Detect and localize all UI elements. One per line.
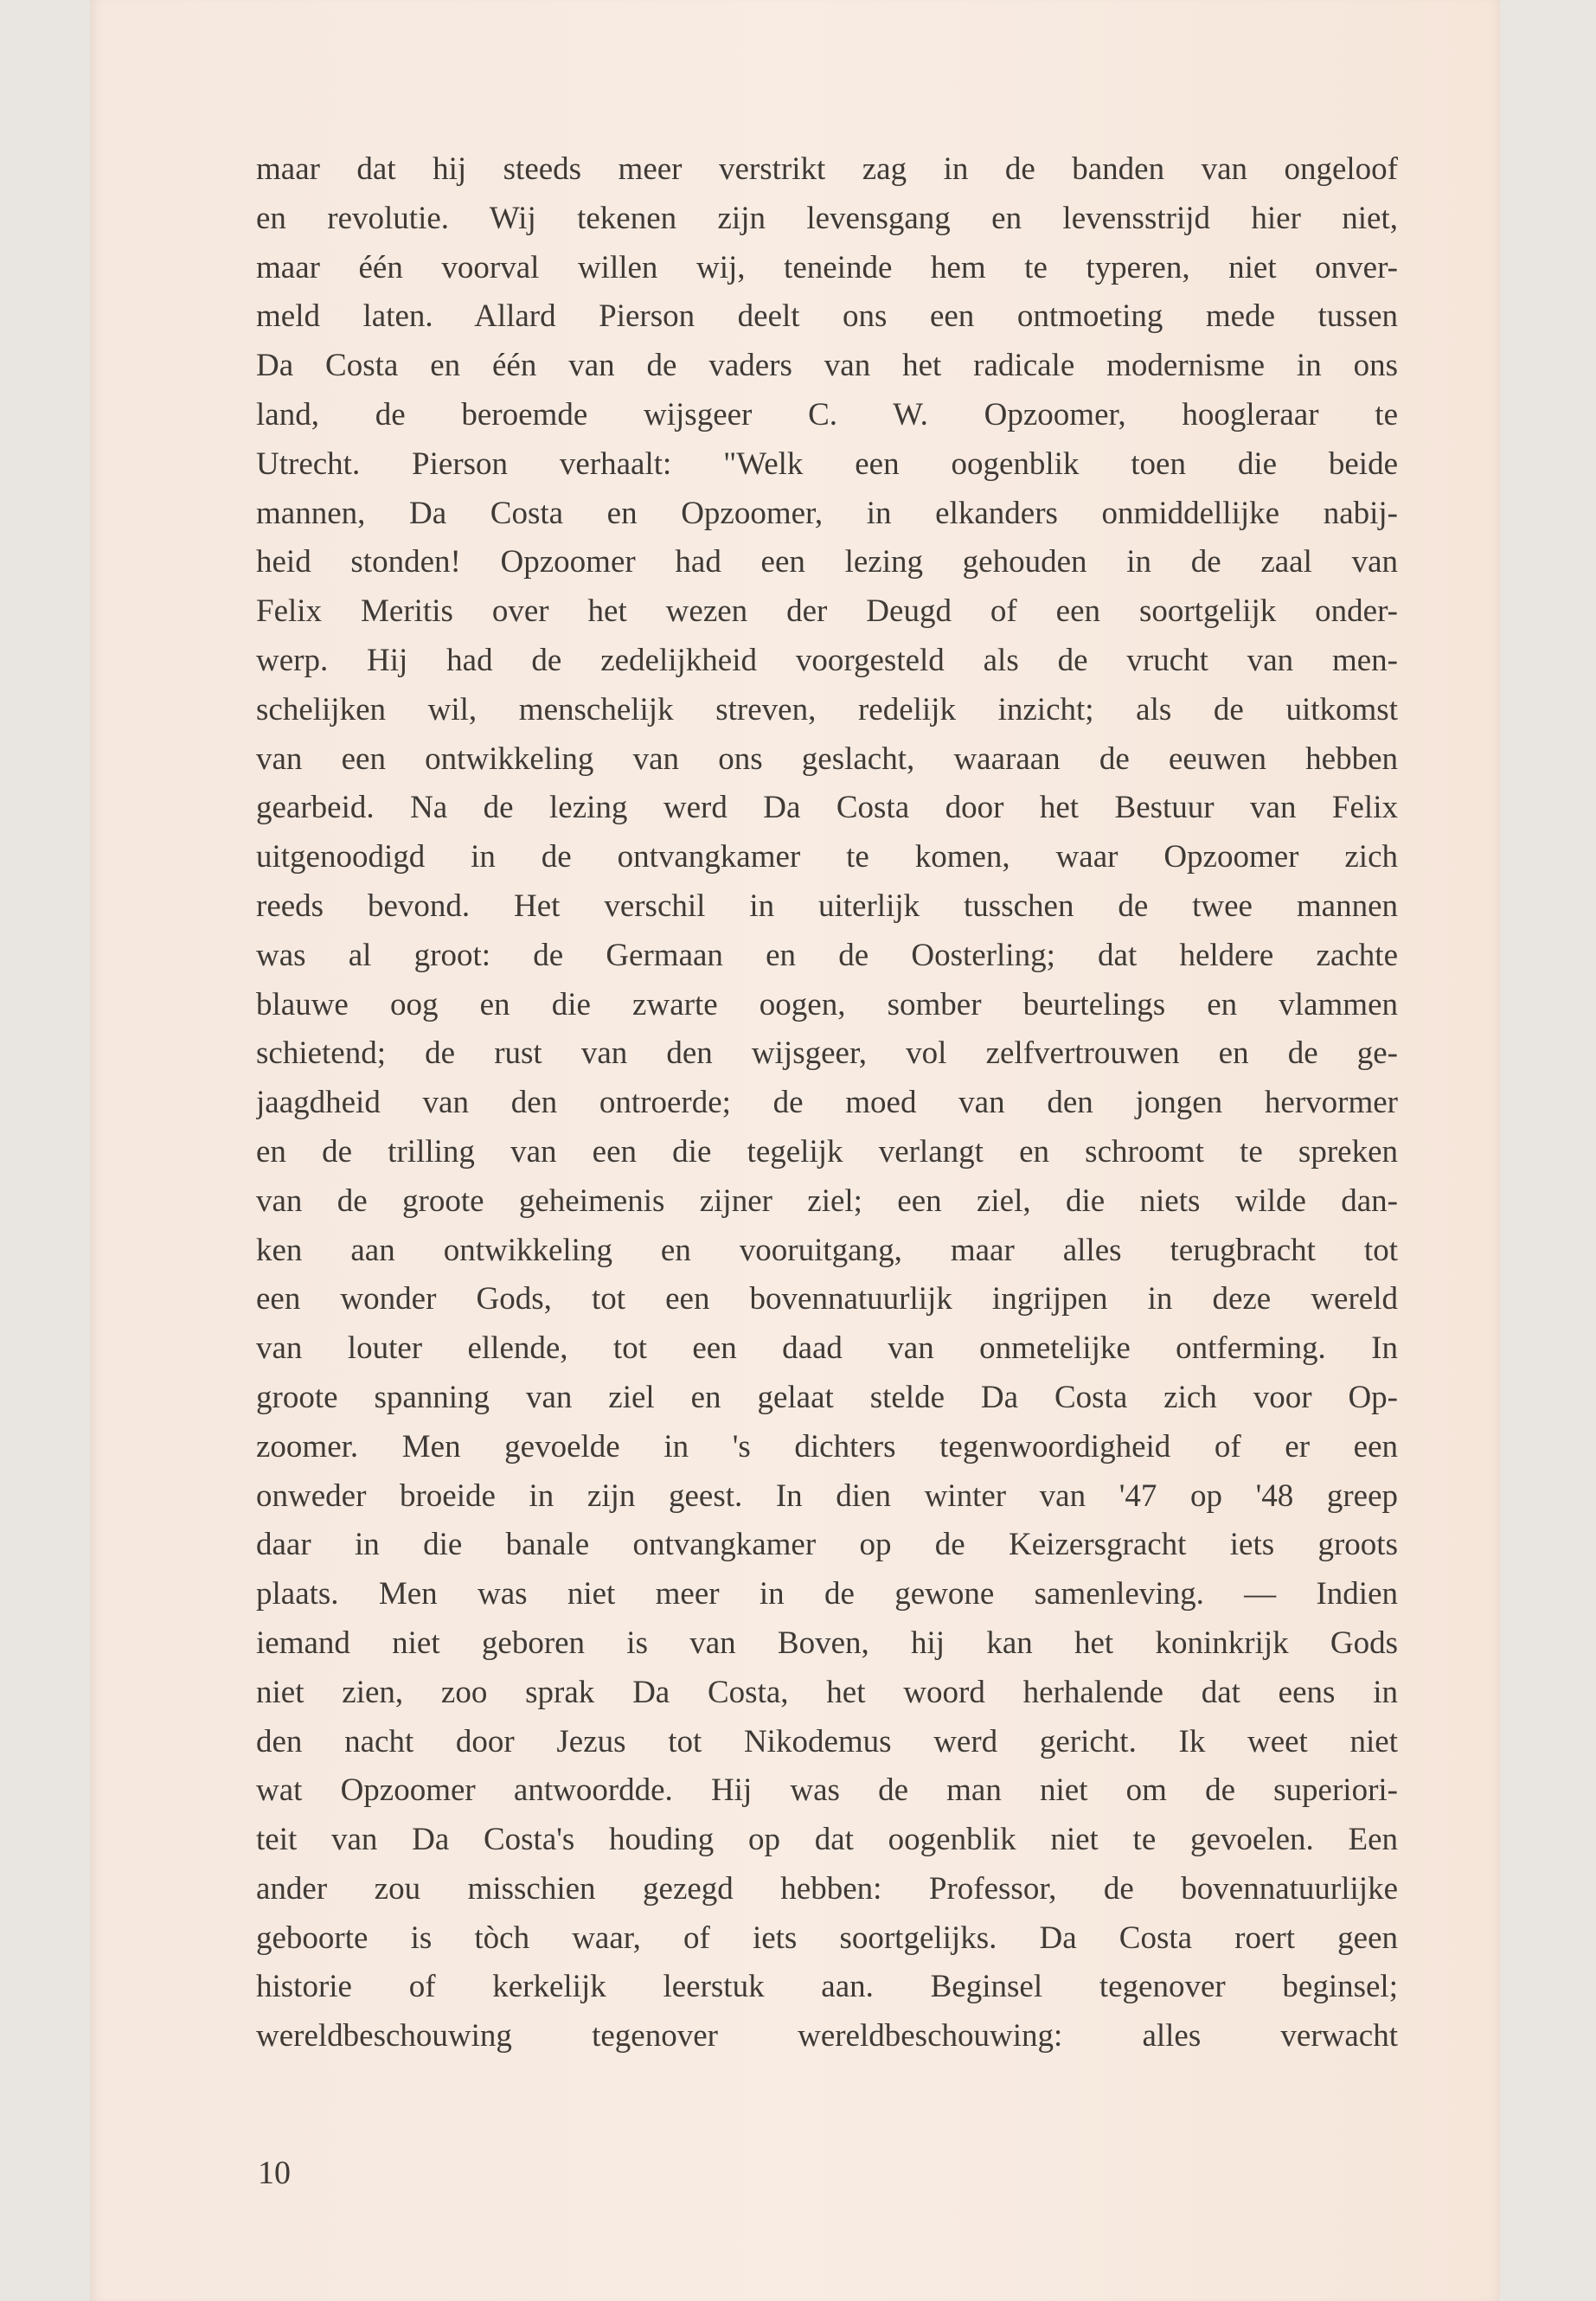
text-line: maar dat hij steeds meer verstrikt zag in de banden van ongeloof: [256, 151, 1398, 187]
text-line: historie of kerkelijk leerstuk aan. Beginsel tegenover beginsel;: [256, 1969, 1398, 2005]
text-line: werp. Hij had de zedelijkheid voorgesteld als de vrucht van men-: [256, 642, 1398, 678]
text-line: ken aan ontwikkeling en vooruitgang, maar alles terugbracht tot: [256, 1232, 1398, 1268]
text-line: den nacht door Jezus tot Nikodemus werd gericht. Ik weet niet: [256, 1723, 1398, 1759]
text-line: reeds bevond. Het verschil in uiterlijk tusschen de twee mannen: [256, 888, 1398, 924]
text-line: daar in die banale ontvangkamer op de Keizersgracht iets groots: [256, 1527, 1398, 1563]
text-line: niet zien, zoo sprak Da Costa, het woord herhalende dat eens in: [256, 1674, 1398, 1710]
text-line: mannen, Da Costa en Opzoomer, in elkanders onmiddellijke nabij-: [256, 495, 1398, 531]
text-line: Felix Meritis over het wezen der Deugd of een soortgelijk onder-: [256, 593, 1398, 630]
text-line: blauwe oog en die zwarte oogen, somber beurtelings en vlammen: [256, 986, 1398, 1022]
text-line: Utrecht. Pierson verhaalt: "Welk een oogenblik toen die beide: [256, 445, 1398, 482]
text-line: heid stonden! Opzoomer had een lezing gehouden in de zaal van: [256, 544, 1398, 580]
text-line: van de groote geheimenis zijner ziel; een ziel, die niets wilde dan-: [256, 1183, 1398, 1219]
text-line: land, de beroemde wijsgeer C. W. Opzoomer, hoogleraar te: [256, 396, 1398, 433]
text-line: was al groot: de Germaan en de Oosterling; dat heldere zachte: [256, 937, 1398, 973]
text-line: en de trilling van een die tegelijk verlangt en schroomt te spreken: [256, 1133, 1398, 1170]
text-line: Da Costa en één van de vaders van het radicale modernisme in ons: [256, 348, 1398, 384]
text-line: en revolutie. Wij tekenen zijn levensgang en levensstrijd hier niet,: [256, 200, 1398, 236]
text-line: wereldbeschouwing tegenover wereldbeschouwing: alles verwacht: [256, 2018, 1398, 2054]
text-line: maar één voorval willen wij, teneinde hem te typeren, niet onver-: [256, 249, 1398, 285]
text-line: ander zou misschien gezegd hebben: Professor, de bovennatuurlijke: [256, 1870, 1398, 1907]
body-text: [256, 145, 1398, 2061]
page-number: 10: [258, 2155, 291, 2191]
text-line: onweder broeide in zijn geest. In dien winter van '47 op '48 greep: [256, 1477, 1398, 1514]
text-line: gearbeid. Na de lezing werd Da Costa door het Bestuur van Felix: [256, 790, 1398, 826]
text-line: teit van Da Costa's houding op dat oogenblik niet te gevoelen. Een: [256, 1822, 1398, 1858]
text-line: van louter ellende, tot een daad van onmetelijke ontferming. In: [256, 1330, 1398, 1367]
text-line: schelijken wil, menschelijk streven, redelijk inzicht; als de uitkomst: [256, 691, 1398, 727]
text-line: meld laten. Allard Pierson deelt ons een ontmoeting mede tussen: [256, 298, 1398, 335]
text-line: schietend; de rust van den wijsgeer, vol zelfvertrouwen en de ge-: [256, 1035, 1398, 1072]
text-line: zoomer. Men gevoelde in 's dichters tegenwoordigheid of er een: [256, 1428, 1398, 1465]
text-line: groote spanning van ziel en gelaat stelde Da Costa zich voor Op-: [256, 1379, 1398, 1415]
text-line: wat Opzoomer antwoordde. Hij was de man niet om de superiori-: [256, 1772, 1398, 1809]
text-line: uitgenoodigd in de ontvangkamer te komen, waar Opzoomer zich: [256, 839, 1398, 875]
text-line: geboorte is tòch waar, of iets soortgelijks. Da Costa roert geen: [256, 1920, 1398, 1956]
text-line: plaats. Men was niet meer in de gewone samenleving. — Indien: [256, 1576, 1398, 1612]
text-line: van een ontwikkeling van ons geslacht, waaraan de eeuwen hebben: [256, 740, 1398, 777]
text-line: jaagdheid van den ontroerde; de moed van den jongen hervormer: [256, 1085, 1398, 1121]
text-line: iemand niet geboren is van Boven, hij kan het koninkrijk Gods: [256, 1625, 1398, 1661]
book-page: [90, 0, 1500, 2301]
text-line: een wonder Gods, tot een bovennatuurlijk ingrijpen in deze wereld: [256, 1281, 1398, 1317]
